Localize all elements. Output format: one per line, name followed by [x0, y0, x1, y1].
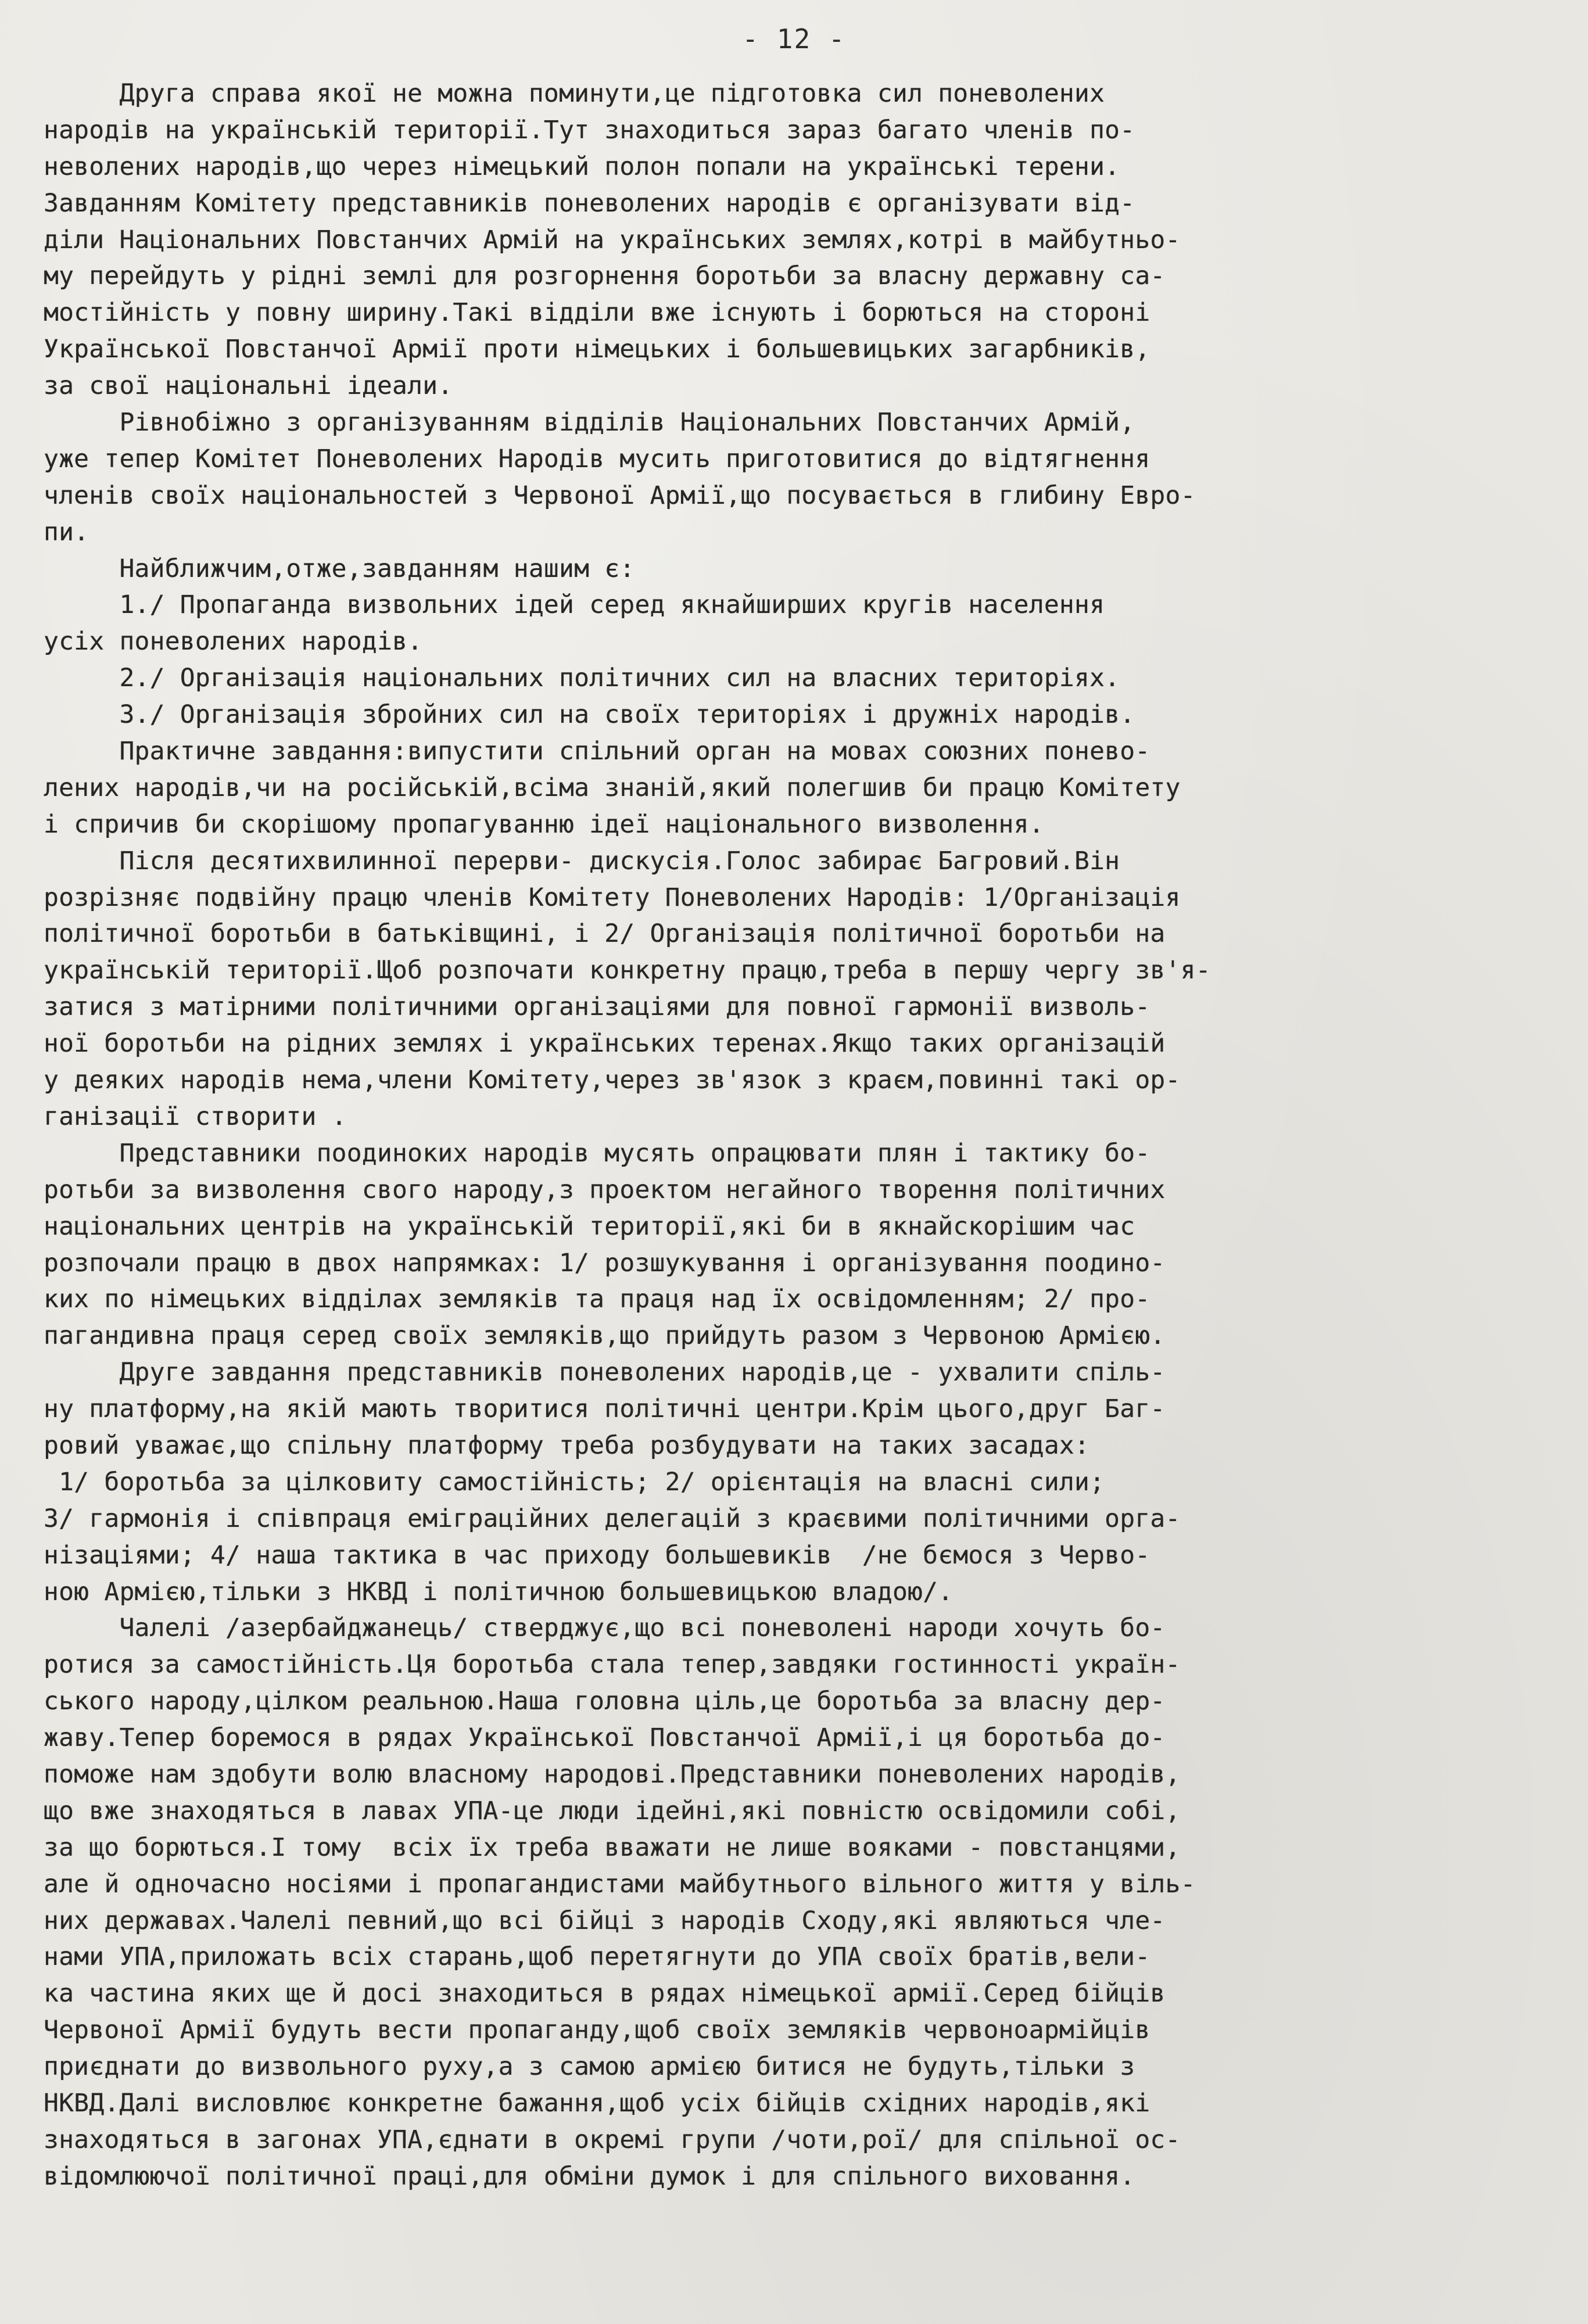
text-line: уже тепер Комітет Поневолених Народів мусить приготовитися до відтягнення [44, 444, 1150, 474]
text-line: пагандивна праця серед своїх земляків,що прийдуть разом з Червоною Армією. [44, 1321, 1166, 1351]
text-line: ка частина яких ще й досі знаходиться в рядах німецької армії.Серед бійців [44, 1979, 1166, 2009]
text-line: відомлюючої політичної праці,для обміни думок і для спільного виховання. [44, 2161, 1135, 2191]
text-line: за свої національні ідеали. [44, 371, 453, 401]
text-line: ровий уважає,що спільну платформу треба розбудувати на таких засадах: [44, 1430, 1090, 1460]
text-line: Після десятихвилинної перерви- дискусія.Голос забирає Багровий.Він [44, 846, 1120, 876]
text-line: жаву.Тепер боремося в рядах Української Повстанчої Армії,і ця боротьба до- [44, 1723, 1166, 1753]
text-line: за що борються.І тому всіх їх треба вважати не лише вояками - повстанцями, [44, 1832, 1181, 1862]
text-line: ського народу,цілком реальною.Наша головна ціль,це боротьба за власну дер- [44, 1687, 1166, 1716]
text-line: національних центрів на українській території,які би в якнайскорішим час [44, 1211, 1135, 1241]
text-line: Рівнобіжно з організуванням відділів Національних Повстанчих Армій, [44, 408, 1135, 437]
text-line: ну платформу,на якій мають творитися політичні центри.Крім цього,друг Баг- [44, 1394, 1166, 1424]
text-line: Української Повстанчої Армії проти німецьких і большевицьких загарбників, [44, 335, 1150, 364]
text-line: 3./ Організація збройних сил на своїх територіях і дружніх народів. [44, 700, 1135, 730]
text-line: приєднати до визвольного руху,а з самою армією битися не будуть,тільки з [44, 2052, 1135, 2082]
text-line: діли Національних Повстанчих Армій на українських землях,котрі в майбутньо- [44, 225, 1181, 254]
text-line: народів на українській території.Тут знаходиться зараз багато членів по- [44, 115, 1135, 145]
text-line: Представники поодиноких народів мусять опрацювати плян і тактику бо- [44, 1138, 1150, 1168]
text-line: Найближчим,отже,завданням нашим є: [44, 554, 635, 583]
document-body [44, 76, 1554, 2195]
text-line: Практичне завдання:випустити спільний орган на мовах союзних понево- [44, 737, 1150, 766]
text-line: політичної боротьби в батьківщині, і 2/ Організація політичної боротьби на [44, 919, 1166, 949]
text-line: му перейдуть у рідні землі для розгорнення боротьби за власну державну са- [44, 261, 1166, 291]
text-line: пи. [44, 517, 89, 547]
text-line: Чалелі /азербайджанець/ стверджує,що всі поневолені народи хочуть бо- [44, 1613, 1166, 1643]
text-line: усіх поневолених народів. [44, 627, 423, 657]
text-line: і спричив би скорішому пропагуванню ідеї національного визволення. [44, 809, 1044, 839]
text-line: нами УПА,приложать всіх старань,щоб перетягнути до УПА своїх братів,вели- [44, 1942, 1150, 1972]
page-number: - 12 - [742, 23, 846, 55]
text-line: ганізації створити . [44, 1102, 347, 1131]
text-line: Червоної Армії будуть вести пропаганду,щоб своїх земляків червоноармійців [44, 2015, 1150, 2045]
text-line: розпочали працю в двох напрямках: 1/ розшукування і організування поодино- [44, 1248, 1166, 1278]
text-line: ких по німецьких відділах земляків та праця над їх освідомленням; 2/ про- [44, 1285, 1150, 1314]
text-line: у деяких народів нема,члени Комітету,через зв'язок з краєм,повинні такі ор- [44, 1066, 1181, 1095]
text-line: поможе нам здобути волю власному народові.Представники поневолених народів, [44, 1759, 1181, 1789]
text-line: що вже знаходяться в лавах УПА-це люди ідейні,які повністю освідомили собі, [44, 1796, 1181, 1826]
text-line: знаходяться в загонах УПА,єднати в окремі групи /чоти,рої/ для спільної ос- [44, 2125, 1181, 2154]
text-line: Друге завдання представників поневолених народів,це - ухвалити спіль- [44, 1358, 1166, 1387]
text-line: лених народів,чи на російській,всіма знаній,який полегшив би працю Комітету [44, 773, 1181, 802]
text-line: ною Армією,тільки з НКВД і політичною большевицькою владою/. [44, 1577, 953, 1606]
text-line: але й одночасно носіями і пропагандистами майбутнього вільного життя у віль- [44, 1869, 1196, 1899]
text-line: ної боротьби на рідних землях і українських теренах.Якщо таких організацій [44, 1029, 1166, 1059]
text-line: НКВД.Далі висловлює конкретне бажання,щоб усіх бійців східних народів,які [44, 2088, 1150, 2118]
text-line: Завданням Комітету представників поневолених народів є організувати від- [44, 188, 1135, 218]
text-line: 1/ боротьба за цілковиту самостійність; 2/ орієнтація на власні сили; [44, 1467, 1105, 1497]
text-line: затися з матірними політичними організаціями для повної гармонії визволь- [44, 992, 1150, 1022]
text-line: розрізняє подвійну працю членів Комітету Поневолених Народів: 1/Організація [44, 883, 1181, 912]
text-line: 3/ гармонія і співпраця еміграційних делегацій з краєвими політичними орга- [44, 1504, 1181, 1533]
text-line: них державах.Чалелі певний,що всі бійці з народів Сходу,які являються чле- [44, 1906, 1166, 1935]
text-line: мостійність у повну ширину.Такі відділи вже існують і борються на стороні [44, 298, 1150, 328]
text-line: українській території.Щоб розпочати конкретну працю,треба в першу чергу зв'я- [44, 956, 1211, 985]
text-line: 2./ Організація національних політичних сил на власних територіях. [44, 664, 1120, 693]
text-line: ротися за самостійність.Ця боротьба стала тепер,завдяки гостинності україн- [44, 1650, 1181, 1680]
text-line: 1./ Пропаганда визвольних ідей серед якнайширших кругів населення [44, 590, 1105, 620]
text-line: нізаціями; 4/ наша тактика в час приходу большевиків /не бємося з Черво- [44, 1540, 1150, 1570]
text-line: членів своїх національностей з Червоної Армії,що посувається в глибину Евро- [44, 480, 1196, 510]
text-line: Друга справа якої не можна поминути,це підготовка сил поневолених [44, 79, 1105, 108]
text-line: неволених народів,що через німецький полон попали на українські терени. [44, 152, 1120, 181]
text-line: ротьби за визволення свого народу,з проектом негайного творення політичних [44, 1175, 1166, 1204]
